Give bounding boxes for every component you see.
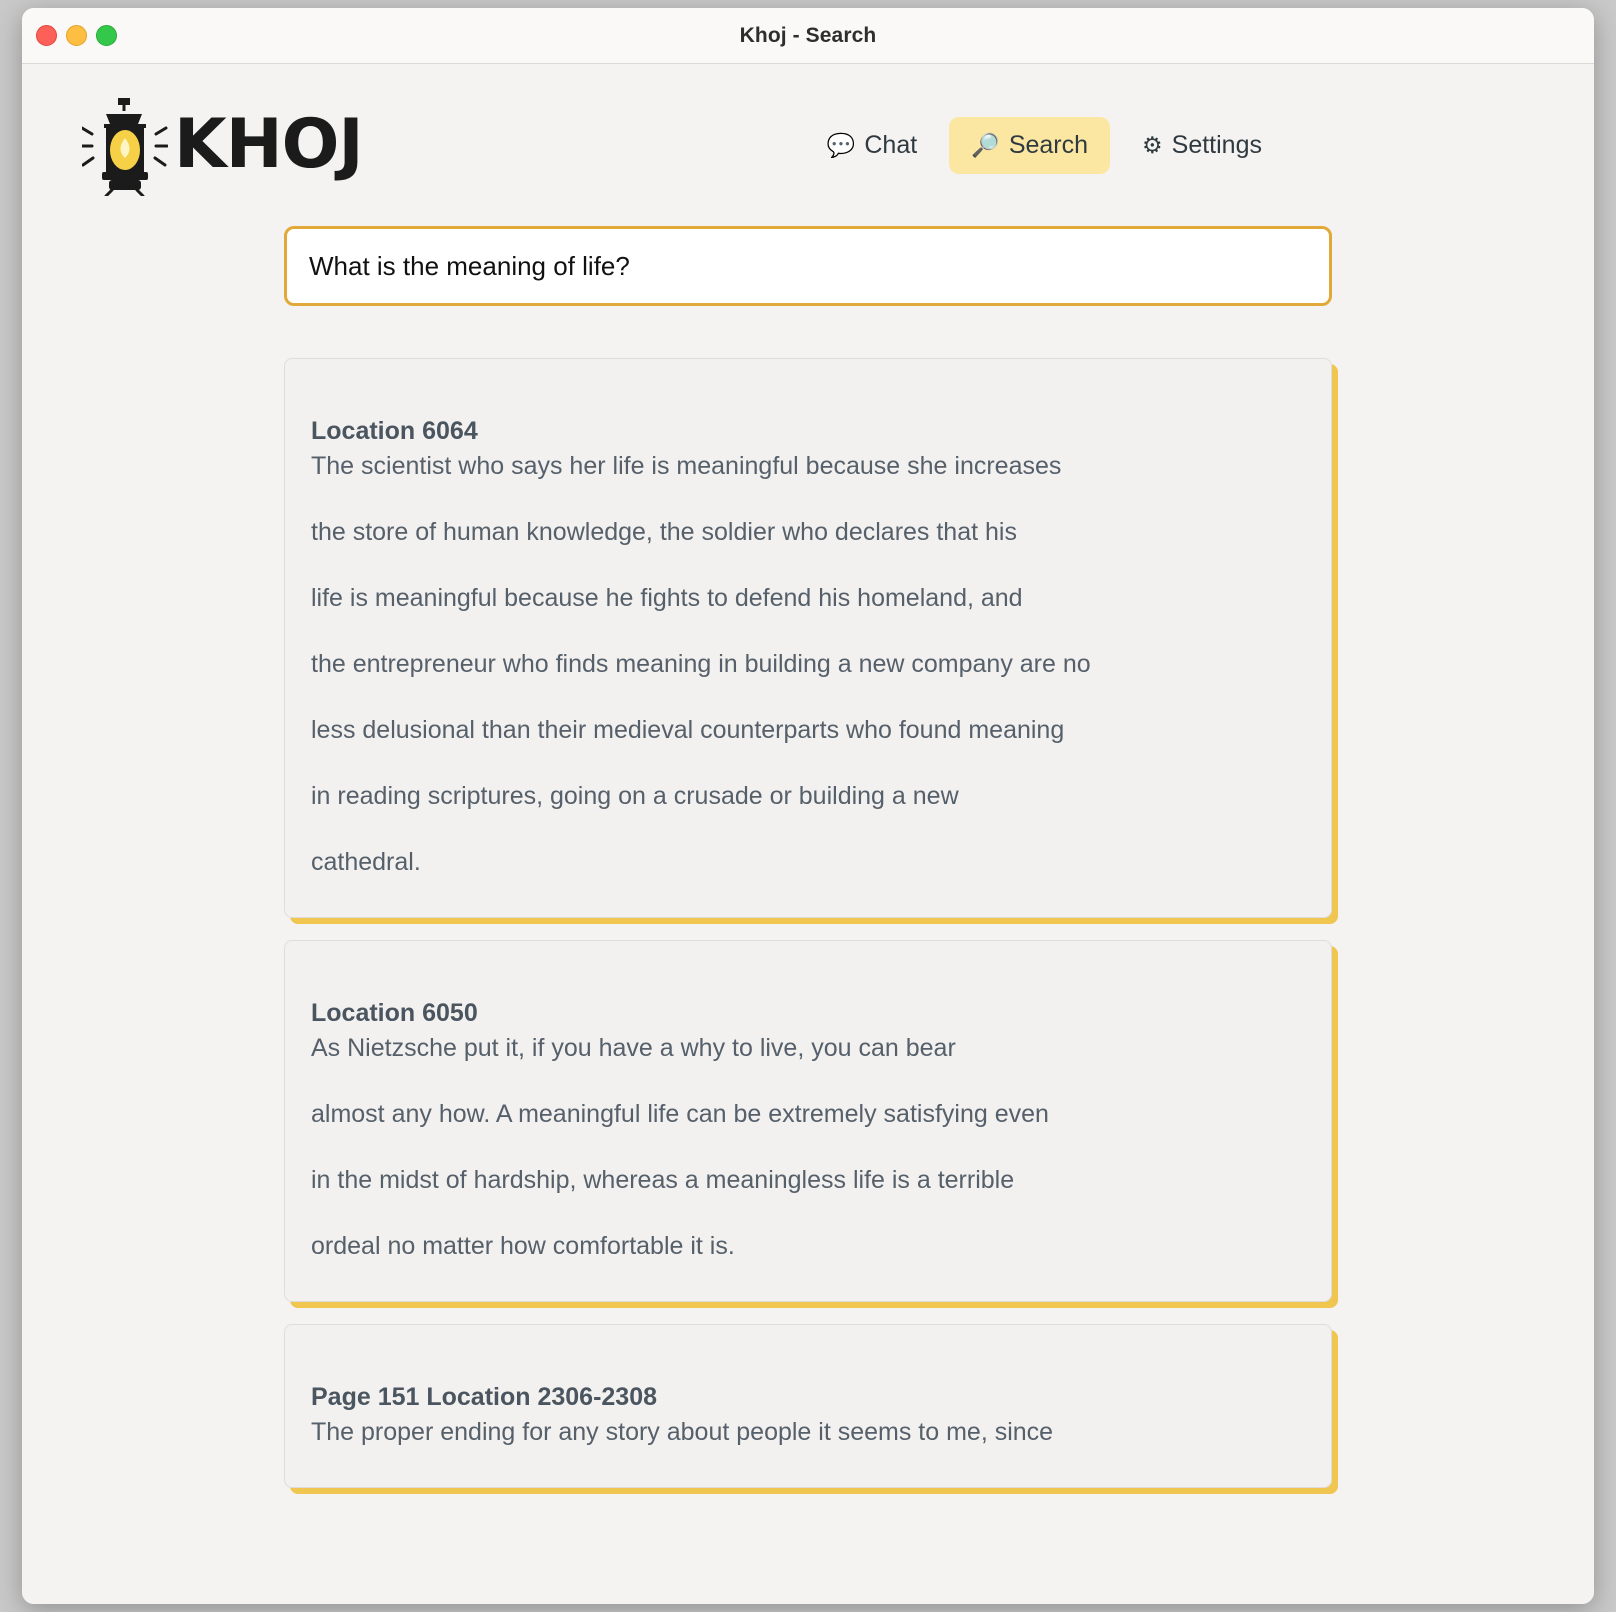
result-line: As Nietzsche put it, if you have a why to live, you can bear <box>311 1034 956 1062</box>
result-line: almost any how. A meaningful life can be extremely satisfying even <box>311 1100 1049 1128</box>
result-card[interactable] <box>284 358 1332 918</box>
result-title: Location 6050 <box>311 999 478 1027</box>
result-card[interactable] <box>284 1324 1332 1488</box>
brand-wordmark: KHOJ <box>174 105 363 184</box>
nav-item-settings[interactable] <box>1120 117 1284 174</box>
chat-bubble-icon: 💬 <box>826 131 856 158</box>
app-header <box>22 64 1594 204</box>
result-line: less delusional than their medieval counterparts who found meaning <box>311 716 1065 744</box>
search-results <box>22 358 1594 1488</box>
result-line: in reading scriptures, going on a crusade or building a new <box>311 782 959 810</box>
result-line: The proper ending for any story about people it seems to me, since <box>311 1418 1054 1446</box>
nav-item-search-label: Search <box>1008 130 1089 159</box>
nav-item-settings-label: Settings <box>1171 130 1262 159</box>
main-nav <box>805 117 1534 174</box>
close-window-button[interactable] <box>36 25 57 46</box>
window-controls <box>36 8 117 63</box>
magnifier-icon: 🔎 <box>971 131 1000 158</box>
result-title: Page 151 Location 2306-2308 <box>311 1383 658 1411</box>
gear-icon: ⚙ <box>1142 131 1163 158</box>
result-line: ordeal no matter how comfortable it is. <box>311 1232 735 1260</box>
result-line: cathedral. <box>311 848 421 876</box>
result-title: Location 6064 <box>311 417 478 445</box>
search-bar <box>22 226 1594 306</box>
app-content <box>22 64 1594 1604</box>
app-window <box>22 8 1594 1604</box>
result-line: in the midst of hardship, whereas a meaningless life is a terrible <box>311 1166 1015 1194</box>
result-card[interactable] <box>284 940 1332 1302</box>
nav-item-chat-label: Chat <box>864 130 918 159</box>
result-line: The scientist who says her life is meaningful because she increases <box>311 452 1062 480</box>
window-titlebar <box>22 8 1594 64</box>
result-line: the entrepreneur who finds meaning in building a new company are no <box>311 650 1091 678</box>
nav-item-chat[interactable] <box>805 117 939 174</box>
lantern-icon <box>82 94 168 196</box>
window-title: Khoj - Search <box>739 23 877 47</box>
minimize-window-button[interactable] <box>66 25 87 46</box>
maximize-window-button[interactable] <box>96 25 117 46</box>
brand-logo[interactable] <box>82 94 363 196</box>
search-input[interactable] <box>284 226 1332 306</box>
result-line: the store of human knowledge, the soldier who declares that his <box>311 518 1017 546</box>
result-line: life is meaningful because he fights to defend his homeland, and <box>311 584 1023 612</box>
nav-item-search[interactable] <box>949 117 1110 174</box>
